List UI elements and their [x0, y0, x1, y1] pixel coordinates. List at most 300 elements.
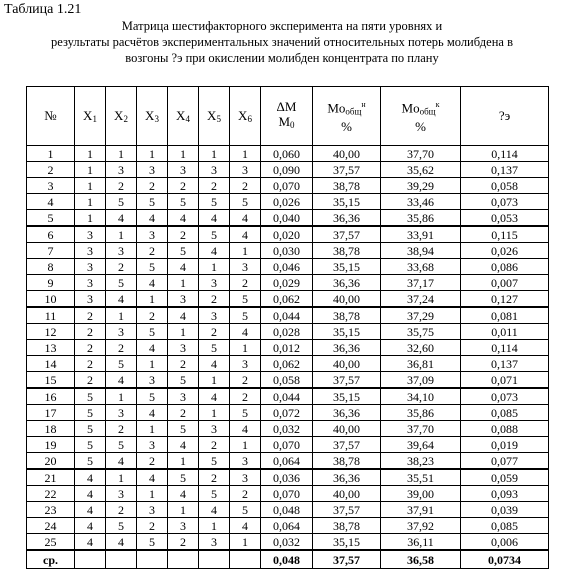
cell-x6: 3	[230, 453, 261, 470]
table-row	[27, 243, 549, 259]
cell-x2: 2	[106, 178, 137, 194]
cell-x2: 4	[106, 453, 137, 470]
cell-x3: 3	[137, 162, 168, 178]
table-row	[27, 178, 549, 194]
cell-x6: 1	[230, 534, 261, 551]
cell-x4: 5	[168, 372, 199, 389]
table-label: Таблица 1.21	[4, 2, 82, 17]
cell-mo-final: 33,91	[381, 226, 461, 243]
cell-mo-initial: 38,78	[313, 243, 381, 259]
cell-x1: 2	[75, 307, 106, 324]
cell-x2: 5	[106, 356, 137, 372]
cell-x4: 5	[168, 194, 199, 210]
cell-x1: 2	[75, 372, 106, 389]
cell-num: 17	[27, 405, 75, 421]
cell-delta-m: 0,036	[261, 469, 313, 486]
total-cell-x4	[168, 550, 199, 569]
cell-x1: 2	[75, 340, 106, 356]
cell-x6: 2	[230, 275, 261, 291]
cell-x6: 2	[230, 388, 261, 405]
cell-x2: 5	[106, 518, 137, 534]
caption-line-2: результаты расчётов экспериментальных значений относительных потерь молибдена в	[51, 35, 513, 49]
cell-x4: 2	[168, 534, 199, 551]
cell-delta-m: 0,028	[261, 324, 313, 340]
cell-num: 20	[27, 453, 75, 470]
cell-x5: 3	[199, 534, 230, 551]
cell-mo-initial: 37,57	[313, 226, 381, 243]
cell-x2: 3	[106, 162, 137, 178]
table-row	[27, 324, 549, 340]
cell-x6: 1	[230, 243, 261, 259]
cell-delta-m: 0,070	[261, 437, 313, 453]
total-cell-mo-initial: 37,57	[313, 550, 381, 569]
cell-x3: 4	[137, 405, 168, 421]
table-row	[27, 518, 549, 534]
cell-x5: 4	[199, 356, 230, 372]
cell-x3: 5	[137, 324, 168, 340]
cell-num: 14	[27, 356, 75, 372]
cell-x3: 4	[137, 210, 168, 227]
cell-x2: 1	[106, 226, 137, 243]
table-row	[27, 372, 549, 389]
cell-x5: 3	[199, 275, 230, 291]
cell-x3: 2	[137, 243, 168, 259]
cell-x3: 1	[137, 486, 168, 502]
cell-x1: 3	[75, 275, 106, 291]
cell-x6: 5	[230, 307, 261, 324]
header-x5: $X_5$	[199, 87, 230, 146]
cell-x2: 5	[106, 437, 137, 453]
cell-x3: 2	[137, 178, 168, 194]
cell-x6: 3	[230, 259, 261, 275]
table-row	[27, 437, 549, 453]
cell-x4: 5	[168, 243, 199, 259]
cell-x4: 2	[168, 226, 199, 243]
cell-delta-m: 0,064	[261, 453, 313, 470]
total-cell-delta-m: 0,048	[261, 550, 313, 569]
cell-x5: 2	[199, 324, 230, 340]
cell-gamma: 0,019	[461, 437, 549, 453]
cell-x5: 1	[199, 259, 230, 275]
cell-x2: 4	[106, 534, 137, 551]
cell-x3: 1	[137, 146, 168, 162]
cell-mo-initial: 37,57	[313, 437, 381, 453]
cell-x1: 5	[75, 388, 106, 405]
total-cell-x6	[230, 550, 261, 569]
total-cell-mo-final: 36,58	[381, 550, 461, 569]
table-row	[27, 291, 549, 308]
cell-num: 23	[27, 502, 75, 518]
table-row	[27, 356, 549, 372]
cell-x1: 1	[75, 162, 106, 178]
cell-mo-initial: 36,36	[313, 340, 381, 356]
cell-delta-m: 0,044	[261, 307, 313, 324]
cell-mo-initial: 38,78	[313, 178, 381, 194]
cell-x5: 2	[199, 469, 230, 486]
cell-delta-m: 0,020	[261, 226, 313, 243]
table-row	[27, 486, 549, 502]
cell-gamma: 0,077	[461, 453, 549, 470]
cell-mo-final: 39,64	[381, 437, 461, 453]
header-x3: $X_3$	[137, 87, 168, 146]
cell-mo-initial: 36,36	[313, 210, 381, 227]
cell-x6: 1	[230, 437, 261, 453]
cell-num: 13	[27, 340, 75, 356]
total-cell-x2	[106, 550, 137, 569]
header-x1: $X_1$	[75, 87, 106, 146]
cell-x5: 3	[199, 162, 230, 178]
cell-num: 18	[27, 421, 75, 437]
cell-gamma: 0,115	[461, 226, 549, 243]
cell-x1: 1	[75, 210, 106, 227]
cell-mo-initial: 40,00	[313, 421, 381, 437]
cell-mo-final: 37,70	[381, 146, 461, 162]
cell-mo-final: 39,29	[381, 178, 461, 194]
cell-x3: 3	[137, 226, 168, 243]
cell-mo-initial: 37,57	[313, 162, 381, 178]
cell-x5: 4	[199, 243, 230, 259]
header-gamma: ?э	[461, 87, 549, 146]
cell-x5: 4	[199, 502, 230, 518]
cell-x3: 1	[137, 291, 168, 308]
cell-x4: 4	[168, 259, 199, 275]
cell-x2: 5	[106, 275, 137, 291]
cell-gamma: 0,085	[461, 405, 549, 421]
cell-delta-m: 0,070	[261, 486, 313, 502]
cell-num: 24	[27, 518, 75, 534]
cell-mo-final: 37,92	[381, 518, 461, 534]
cell-delta-m: 0,032	[261, 534, 313, 551]
cell-x5: 3	[199, 421, 230, 437]
cell-mo-initial: 38,78	[313, 307, 381, 324]
total-row	[27, 550, 549, 569]
cell-delta-m: 0,048	[261, 502, 313, 518]
cell-mo-final: 36,81	[381, 356, 461, 372]
cell-x4: 1	[168, 146, 199, 162]
total-cell-x3	[137, 550, 168, 569]
cell-gamma: 0,114	[461, 340, 549, 356]
cell-num: 19	[27, 437, 75, 453]
cell-x5: 2	[199, 178, 230, 194]
cell-mo-final: 37,17	[381, 275, 461, 291]
cell-x2: 3	[106, 405, 137, 421]
cell-x4: 4	[168, 307, 199, 324]
cell-num: 21	[27, 469, 75, 486]
cell-x4: 4	[168, 437, 199, 453]
cell-gamma: 0,086	[461, 259, 549, 275]
cell-x6: 3	[230, 469, 261, 486]
cell-x2: 1	[106, 146, 137, 162]
cell-x1: 4	[75, 486, 106, 502]
cell-delta-m: 0,070	[261, 178, 313, 194]
cell-x3: 4	[137, 275, 168, 291]
cell-num: 3	[27, 178, 75, 194]
cell-delta-m: 0,029	[261, 275, 313, 291]
cell-x6: 2	[230, 486, 261, 502]
cell-x4: 3	[168, 340, 199, 356]
cell-gamma: 0,088	[461, 421, 549, 437]
cell-x4: 1	[168, 324, 199, 340]
cell-x2: 2	[106, 502, 137, 518]
cell-mo-initial: 37,57	[313, 502, 381, 518]
cell-x6: 5	[230, 291, 261, 308]
cell-gamma: 0,058	[461, 178, 549, 194]
cell-x4: 1	[168, 275, 199, 291]
cell-x2: 2	[106, 421, 137, 437]
cell-mo-initial: 35,15	[313, 259, 381, 275]
cell-num: 12	[27, 324, 75, 340]
cell-delta-m: 0,062	[261, 356, 313, 372]
cell-mo-final: 32,60	[381, 340, 461, 356]
cell-mo-initial: 35,15	[313, 324, 381, 340]
cell-gamma: 0,085	[461, 518, 549, 534]
cell-x5: 5	[199, 486, 230, 502]
cell-x3: 5	[137, 194, 168, 210]
cell-num: 9	[27, 275, 75, 291]
cell-x3: 5	[137, 259, 168, 275]
cell-x2: 1	[106, 388, 137, 405]
cell-x1: 1	[75, 194, 106, 210]
cell-mo-final: 35,62	[381, 162, 461, 178]
table-row	[27, 388, 549, 405]
cell-x2: 3	[106, 243, 137, 259]
cell-x1: 4	[75, 518, 106, 534]
cell-x6: 4	[230, 421, 261, 437]
cell-delta-m: 0,064	[261, 518, 313, 534]
cell-delta-m: 0,040	[261, 210, 313, 227]
cell-delta-m: 0,090	[261, 162, 313, 178]
cell-delta-m: 0,032	[261, 421, 313, 437]
cell-mo-initial: 37,57	[313, 372, 381, 389]
cell-x5: 5	[199, 340, 230, 356]
cell-x3: 5	[137, 388, 168, 405]
table-row	[27, 275, 549, 291]
cell-delta-m: 0,060	[261, 146, 313, 162]
total-cell-num: ср.	[27, 550, 75, 569]
cell-x5: 5	[199, 226, 230, 243]
cell-x1: 5	[75, 421, 106, 437]
cell-num: 15	[27, 372, 75, 389]
cell-mo-initial: 38,78	[313, 453, 381, 470]
cell-mo-initial: 40,00	[313, 291, 381, 308]
cell-mo-initial: 35,15	[313, 388, 381, 405]
table-row	[27, 340, 549, 356]
cell-gamma: 0,006	[461, 534, 549, 551]
cell-x5: 5	[199, 194, 230, 210]
cell-num: 1	[27, 146, 75, 162]
cell-gamma: 0,137	[461, 356, 549, 372]
cell-num: 8	[27, 259, 75, 275]
cell-x1: 2	[75, 356, 106, 372]
cell-gamma: 0,007	[461, 275, 549, 291]
cell-mo-initial: 35,15	[313, 534, 381, 551]
cell-x2: 3	[106, 324, 137, 340]
cell-x5: 2	[199, 291, 230, 308]
cell-mo-final: 37,29	[381, 307, 461, 324]
cell-gamma: 0,039	[461, 502, 549, 518]
cell-x4: 3	[168, 388, 199, 405]
table-row	[27, 259, 549, 275]
cell-x5: 1	[199, 405, 230, 421]
table-row	[27, 194, 549, 210]
cell-x3: 2	[137, 307, 168, 324]
table-row	[27, 210, 549, 227]
cell-x6: 2	[230, 178, 261, 194]
header-x4: $X_4$	[168, 87, 199, 146]
cell-x2: 2	[106, 340, 137, 356]
header-row	[27, 87, 549, 146]
cell-num: 5	[27, 210, 75, 227]
table-row	[27, 226, 549, 243]
cell-delta-m: 0,026	[261, 194, 313, 210]
cell-x2: 3	[106, 486, 137, 502]
header-mo-final: $Mo_{общ}^к$ %	[381, 87, 461, 146]
cell-mo-final: 34,10	[381, 388, 461, 405]
cell-x1: 3	[75, 243, 106, 259]
cell-x6: 1	[230, 340, 261, 356]
cell-gamma: 0,073	[461, 194, 549, 210]
cell-num: 7	[27, 243, 75, 259]
cell-x4: 5	[168, 421, 199, 437]
cell-gamma: 0,081	[461, 307, 549, 324]
cell-x4: 4	[168, 486, 199, 502]
total-cell-x1	[75, 550, 106, 569]
caption-line-1: Матрица шестифакторного эксперимента на пяти уровнях и	[121, 19, 443, 33]
cell-x3: 5	[137, 534, 168, 551]
cell-x3: 2	[137, 518, 168, 534]
cell-mo-initial: 36,36	[313, 275, 381, 291]
cell-gamma: 0,093	[461, 486, 549, 502]
cell-x1: 5	[75, 405, 106, 421]
cell-x1: 1	[75, 178, 106, 194]
header-x2: $X_2$	[106, 87, 137, 146]
cell-x2: 1	[106, 469, 137, 486]
cell-x6: 3	[230, 356, 261, 372]
cell-x6: 4	[230, 518, 261, 534]
cell-x2: 4	[106, 372, 137, 389]
cell-x2: 1	[106, 307, 137, 324]
cell-gamma: 0,071	[461, 372, 549, 389]
cell-mo-final: 35,86	[381, 405, 461, 421]
cell-mo-final: 37,70	[381, 421, 461, 437]
cell-x3: 4	[137, 469, 168, 486]
cell-x4: 1	[168, 453, 199, 470]
cell-x4: 5	[168, 469, 199, 486]
cell-x3: 4	[137, 340, 168, 356]
table-row	[27, 502, 549, 518]
cell-num: 11	[27, 307, 75, 324]
cell-mo-final: 37,24	[381, 291, 461, 308]
cell-x6: 4	[230, 226, 261, 243]
cell-x3: 1	[137, 356, 168, 372]
cell-num: 2	[27, 162, 75, 178]
cell-x1: 5	[75, 453, 106, 470]
cell-mo-initial: 36,36	[313, 469, 381, 486]
caption-line-3: возгоны ?э при окислении молибден концентрата по плану	[125, 51, 439, 65]
cell-gamma: 0,073	[461, 388, 549, 405]
cell-x3: 2	[137, 453, 168, 470]
cell-mo-initial: 38,78	[313, 518, 381, 534]
cell-mo-final: 33,68	[381, 259, 461, 275]
cell-x6: 5	[230, 194, 261, 210]
cell-mo-final: 37,91	[381, 502, 461, 518]
cell-x6: 4	[230, 324, 261, 340]
cell-gamma: 0,114	[461, 146, 549, 162]
cell-delta-m: 0,058	[261, 372, 313, 389]
cell-x5: 4	[199, 388, 230, 405]
cell-x4: 2	[168, 356, 199, 372]
cell-x4: 3	[168, 291, 199, 308]
header-mo-initial: $Mo_{общ}^н$ %	[313, 87, 381, 146]
experiment-matrix-table	[26, 86, 549, 569]
cell-x1: 4	[75, 469, 106, 486]
cell-x1: 1	[75, 146, 106, 162]
cell-num: 6	[27, 226, 75, 243]
cell-gamma: 0,053	[461, 210, 549, 227]
cell-x1: 4	[75, 534, 106, 551]
cell-mo-final: 35,51	[381, 469, 461, 486]
cell-x3: 3	[137, 437, 168, 453]
cell-delta-m: 0,012	[261, 340, 313, 356]
cell-mo-final: 38,94	[381, 243, 461, 259]
cell-x5: 5	[199, 453, 230, 470]
table-row	[27, 146, 549, 162]
cell-mo-final: 38,23	[381, 453, 461, 470]
table-row	[27, 405, 549, 421]
cell-x2: 2	[106, 259, 137, 275]
cell-x3: 3	[137, 372, 168, 389]
cell-x1: 4	[75, 502, 106, 518]
cell-delta-m: 0,044	[261, 388, 313, 405]
table-row	[27, 307, 549, 324]
cell-x2: 4	[106, 291, 137, 308]
cell-delta-m: 0,062	[261, 291, 313, 308]
cell-x4: 3	[168, 162, 199, 178]
cell-x6: 5	[230, 405, 261, 421]
cell-num: 10	[27, 291, 75, 308]
cell-mo-final: 36,11	[381, 534, 461, 551]
cell-mo-initial: 36,36	[313, 405, 381, 421]
cell-x3: 1	[137, 421, 168, 437]
table-row	[27, 453, 549, 470]
cell-x4: 3	[168, 518, 199, 534]
cell-x5: 1	[199, 372, 230, 389]
cell-gamma: 0,127	[461, 291, 549, 308]
cell-x6: 2	[230, 372, 261, 389]
cell-x6: 1	[230, 146, 261, 162]
cell-mo-final: 37,09	[381, 372, 461, 389]
table-row	[27, 469, 549, 486]
cell-x1: 5	[75, 437, 106, 453]
cell-mo-initial: 40,00	[313, 486, 381, 502]
cell-x5: 2	[199, 437, 230, 453]
cell-x4: 4	[168, 210, 199, 227]
cell-mo-final: 35,75	[381, 324, 461, 340]
cell-gamma: 0,059	[461, 469, 549, 486]
cell-x6: 4	[230, 210, 261, 227]
cell-delta-m: 0,030	[261, 243, 313, 259]
cell-mo-final: 33,46	[381, 194, 461, 210]
header-x6: $X_6$	[230, 87, 261, 146]
cell-mo-final: 35,86	[381, 210, 461, 227]
cell-x1: 2	[75, 324, 106, 340]
cell-mo-initial: 35,15	[313, 194, 381, 210]
cell-x4: 1	[168, 502, 199, 518]
header-number: №	[27, 87, 75, 146]
cell-x5: 3	[199, 307, 230, 324]
cell-x6: 3	[230, 162, 261, 178]
cell-x2: 5	[106, 194, 137, 210]
